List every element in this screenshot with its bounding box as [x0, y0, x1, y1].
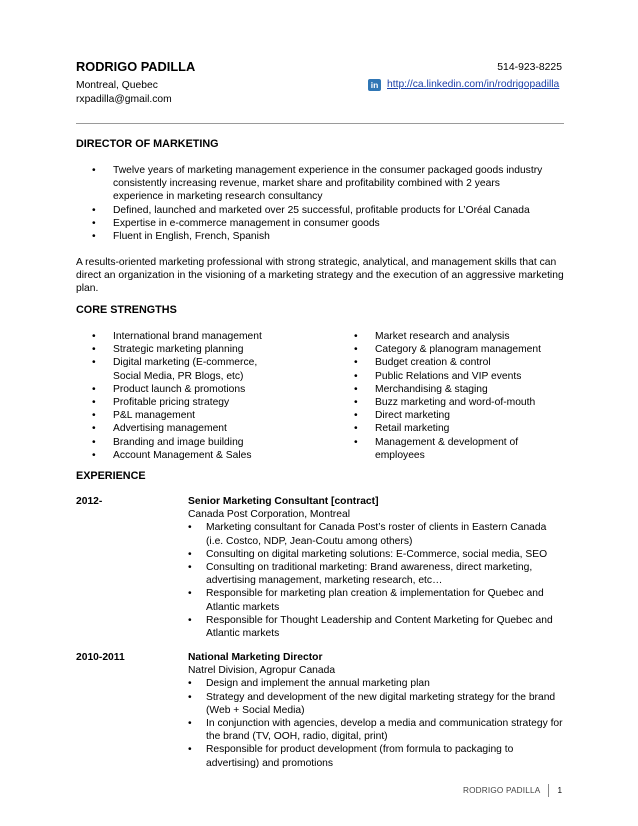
- strength-item: • Strategic marketing planning: [76, 343, 326, 356]
- phone-number: 514-923-8225: [497, 62, 562, 73]
- job-bullet: • In conjunction with agencies, develop a media and communication strategy for the brand (TV, OOH, radio, digital, print): [188, 717, 564, 743]
- job-bullet: • Responsible for Thought Leadership and Content Marketing for Quebec and Atlantic markets: [188, 614, 564, 640]
- job-title: Senior Marketing Consultant [contract]: [188, 496, 379, 507]
- summary-bullet: • Defined, launched and marketed over 25 successful, profitable products for L’Oréal Canada: [76, 204, 546, 217]
- job-bullet: • Design and implement the annual marketing plan: [188, 677, 564, 690]
- strength-item: • Market research and analysis: [338, 330, 564, 343]
- strength-item: • Digital marketing (E-commerce, Social Media, PR Blogs, etc): [76, 356, 283, 382]
- strength-item: • Retail marketing: [338, 422, 564, 435]
- header-divider: [76, 123, 564, 124]
- job-title: National Marketing Director: [188, 652, 323, 663]
- job-bullet: • Consulting on digital marketing solutions: E-Commerce, social media, SEO: [188, 548, 564, 561]
- page-footer: [463, 784, 562, 797]
- strength-item: • International brand management: [76, 330, 326, 343]
- strength-item: • Branding and image building: [76, 436, 326, 449]
- job-date: 2010-2011: [76, 652, 125, 663]
- page-number: 1: [557, 786, 562, 795]
- strength-item: • Product launch & promotions: [76, 383, 326, 396]
- summary-paragraph: A results-oriented marketing professional with strong strategic, analytical, and management skills that can direct an organization in the visioning of a marketing strategy and the execution of an aggressive marketing plan.: [76, 257, 564, 295]
- job-bullet: • Responsible for product development (from formula to packaging to advertising) and promotions: [188, 743, 564, 769]
- strength-item: • Profitable pricing strategy: [76, 396, 326, 409]
- summary-bullet: • Fluent in English, French, Spanish: [76, 230, 546, 243]
- job-company: Natrel Division, Agropur Canada: [188, 665, 336, 677]
- footer-name: RODRIGO PADILLA: [462, 786, 541, 795]
- strength-item: • Budget creation & control: [338, 356, 564, 369]
- summary-bullet: • Twelve years of marketing management experience in the consumer packaged goods industry consistently increasing revenue, market share and profitability combined with 2 years experience in marketing research consultancy: [76, 164, 546, 204]
- strength-item: • Advertising management: [76, 422, 326, 435]
- candidate-name: RODRIGO PADILLA: [76, 59, 196, 74]
- job-bullet: • Strategy and development of the new digital marketing strategy for the brand (Web + Social Media): [188, 691, 564, 717]
- strengths-heading: CORE STRENGTHS: [76, 304, 177, 316]
- strength-item: • Account Management & Sales: [76, 449, 326, 462]
- job-bullet: • Consulting on traditional marketing: Brand awareness, direct marketing, advertising management, marketing research, etc…: [188, 561, 564, 587]
- experience-heading: EXPERIENCE: [76, 470, 146, 482]
- strength-item: • Direct marketing: [338, 409, 564, 422]
- strength-item: • Management & development of employees: [338, 436, 560, 462]
- linkedin-url-link[interactable]: http://ca.linkedin.com/in/rodrigopadilla: [387, 79, 560, 90]
- location: Montreal, Quebec: [76, 80, 158, 91]
- strength-item: • Public Relations and VIP events: [338, 370, 564, 383]
- linkedin-link-group: [368, 78, 559, 91]
- summary-heading: DIRECTOR OF MARKETING: [76, 138, 219, 150]
- linkedin-icon: in: [368, 79, 381, 91]
- job-entry: [188, 651, 564, 770]
- footer-divider: [548, 784, 549, 797]
- job-company: Canada Post Corporation, Montreal: [188, 509, 350, 521]
- strength-item: • Category & planogram management: [338, 343, 564, 356]
- job-bullet: • Responsible for marketing plan creation & implementation for Quebec and Atlantic markets: [188, 587, 564, 613]
- job-bullet: • Marketing consultant for Canada Post’s roster of clients in Eastern Canada (i.e. Costco, NDP, Jean-Coutu among others): [188, 521, 564, 547]
- job-entry: [188, 495, 564, 640]
- email-address[interactable]: rxpadilla@gmail.com: [76, 94, 172, 105]
- strength-item: • Merchandising & staging: [338, 383, 564, 396]
- summary-bullet: • Expertise in e-commerce management in consumer goods: [76, 217, 546, 230]
- strengths-left-column: [76, 330, 326, 462]
- strength-item: • P&L management: [76, 409, 326, 422]
- strength-item: • Buzz marketing and word-of-mouth: [338, 396, 564, 409]
- summary-bullets: [76, 164, 546, 243]
- strengths-right-column: [338, 330, 564, 462]
- job-date: 2012-: [76, 496, 103, 507]
